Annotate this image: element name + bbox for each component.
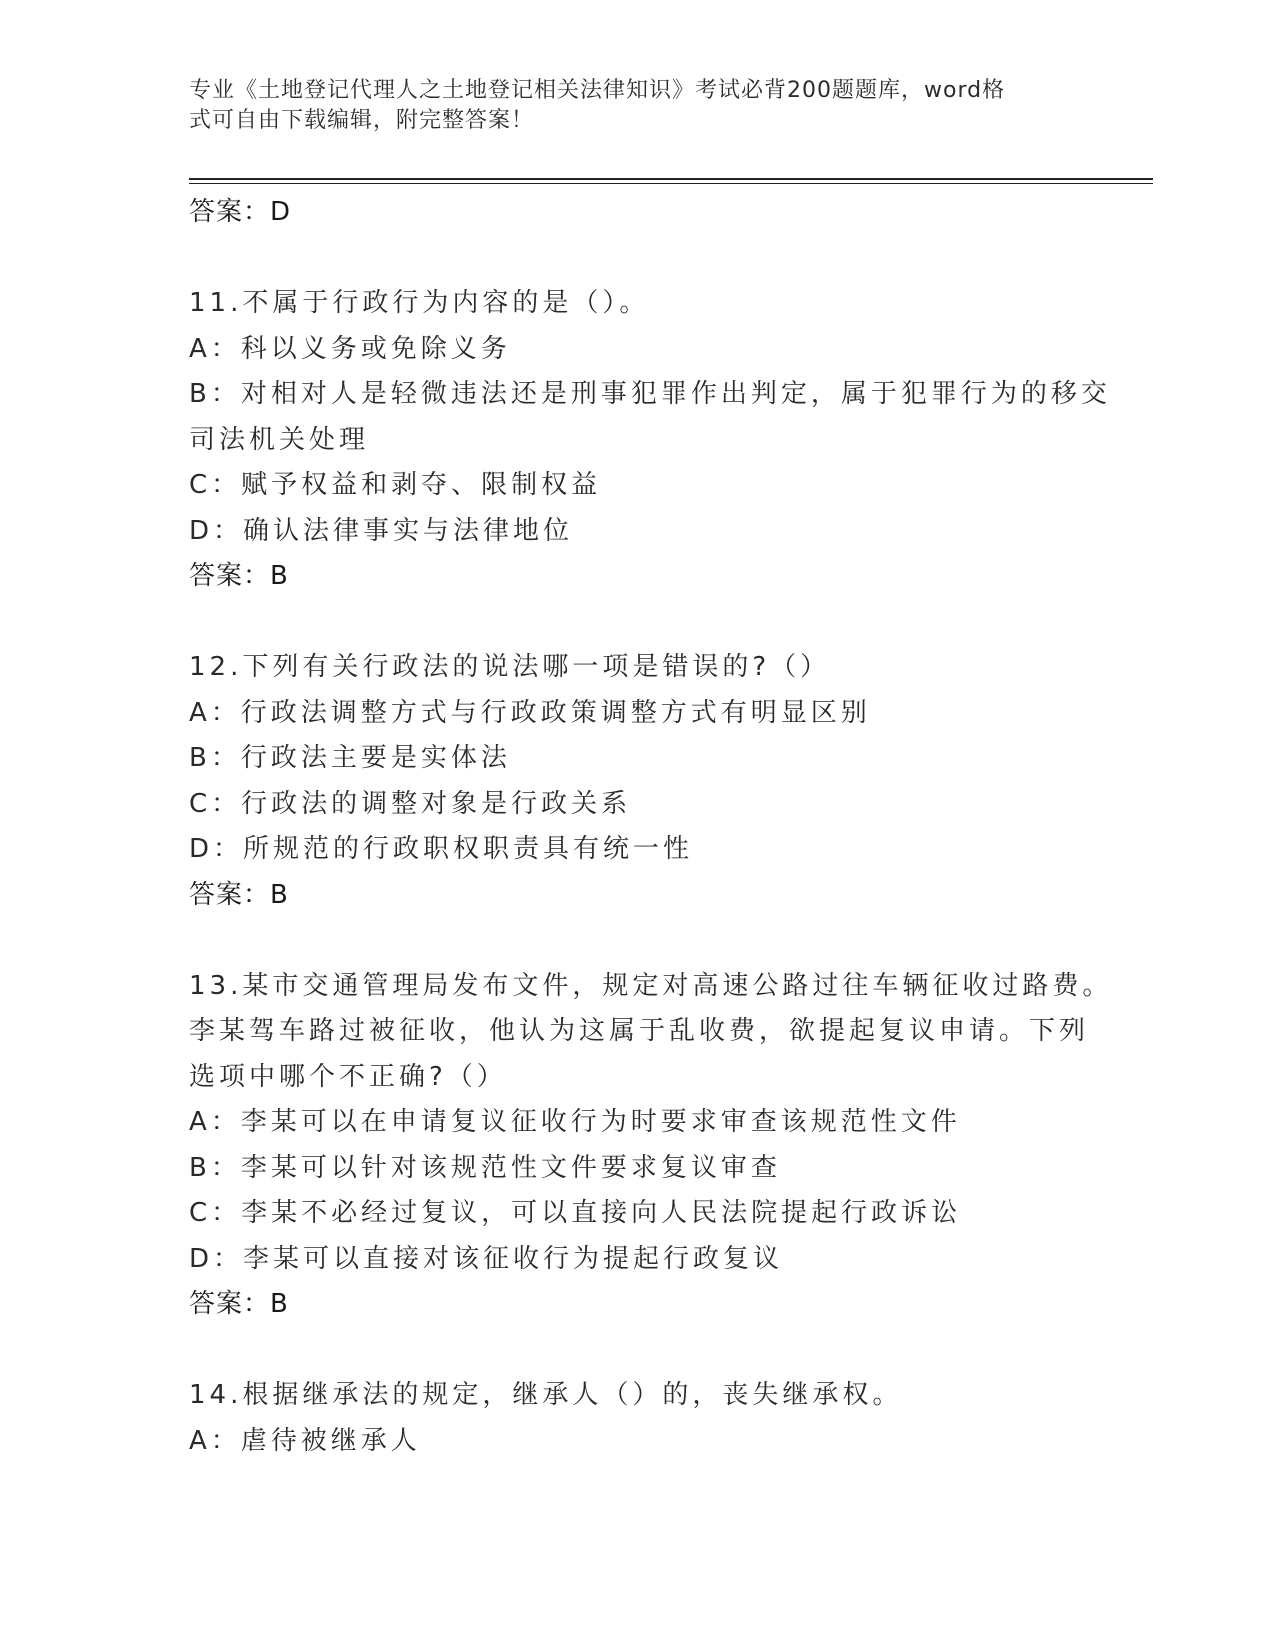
question-list	[189, 190, 1113, 1464]
option-d: D：确认法律事实与法律地位	[189, 515, 574, 546]
question-stem: 12.下列有关行政法的说法哪一项是错误的?（）	[189, 652, 831, 682]
question-12	[189, 645, 1089, 918]
header-line-2: 式可自由下载编辑，附完整答案！	[189, 108, 535, 133]
option-b: B：行政法主要是实体法	[189, 743, 511, 773]
question-13	[189, 964, 1113, 1328]
option-d: D：李某可以直接对该征收行为提起行政复议	[189, 1243, 784, 1274]
answer-q13: 答案：B	[189, 1289, 289, 1319]
question-stem-line-2: 李某驾车路过被征收，他认为这属于乱收费，欲提起复议申请。下列	[189, 1016, 1090, 1046]
question-14	[189, 1373, 1089, 1464]
option-c: C：行政法的调整对象是行政关系	[189, 788, 632, 819]
option-c: C：李某不必经过复议，可以直接向人民法院提起行政诉讼	[189, 1198, 962, 1228]
option-a: A：李某可以在申请复议征收行为时要求审查该规范性文件	[189, 1107, 961, 1137]
option-a: A：虐待被继承人	[189, 1425, 421, 1456]
question-11	[189, 281, 1111, 599]
option-b: B：对相对人是轻微违法还是刑事犯罪作出判定，属于犯罪行为的移交	[189, 379, 1111, 409]
answer-q10: 答案：D	[189, 197, 292, 227]
option-a: A：行政法调整方式与行政政策调整方式有明显区别	[189, 697, 871, 728]
question-stem-line-1: 13.某市交通管理局发布文件，规定对高速公路过往车辆征收过路费。	[189, 970, 1113, 1001]
option-a: A：科以义务或免除义务	[189, 333, 511, 364]
question-stem: 14.根据继承法的规定，继承人（）的，丧失继承权。	[189, 1380, 903, 1410]
answer-q12: 答案：B	[189, 879, 289, 910]
option-b: B：李某可以针对该规范性文件要求复议审查	[189, 1152, 781, 1183]
question-stem-line-3: 选项中哪个不正确?（）	[189, 1061, 507, 1092]
header-line-1: 专业《土地登记代理人之土地登记相关法律知识》考试必背200题题库，word格	[189, 78, 1006, 103]
option-b-continued: 司法机关处理	[189, 424, 370, 455]
document-header	[189, 76, 1089, 136]
option-d: D：所规范的行政职权职责具有统一性	[189, 834, 694, 864]
answer-q11: 答案：B	[189, 561, 289, 591]
header-divider-thin	[189, 183, 1153, 184]
option-c: C：赋予权益和剥夺、限制权益	[189, 470, 602, 500]
question-stem: 11.不属于行政行为内容的是（）。	[189, 288, 650, 318]
header-divider-thick	[189, 178, 1153, 180]
